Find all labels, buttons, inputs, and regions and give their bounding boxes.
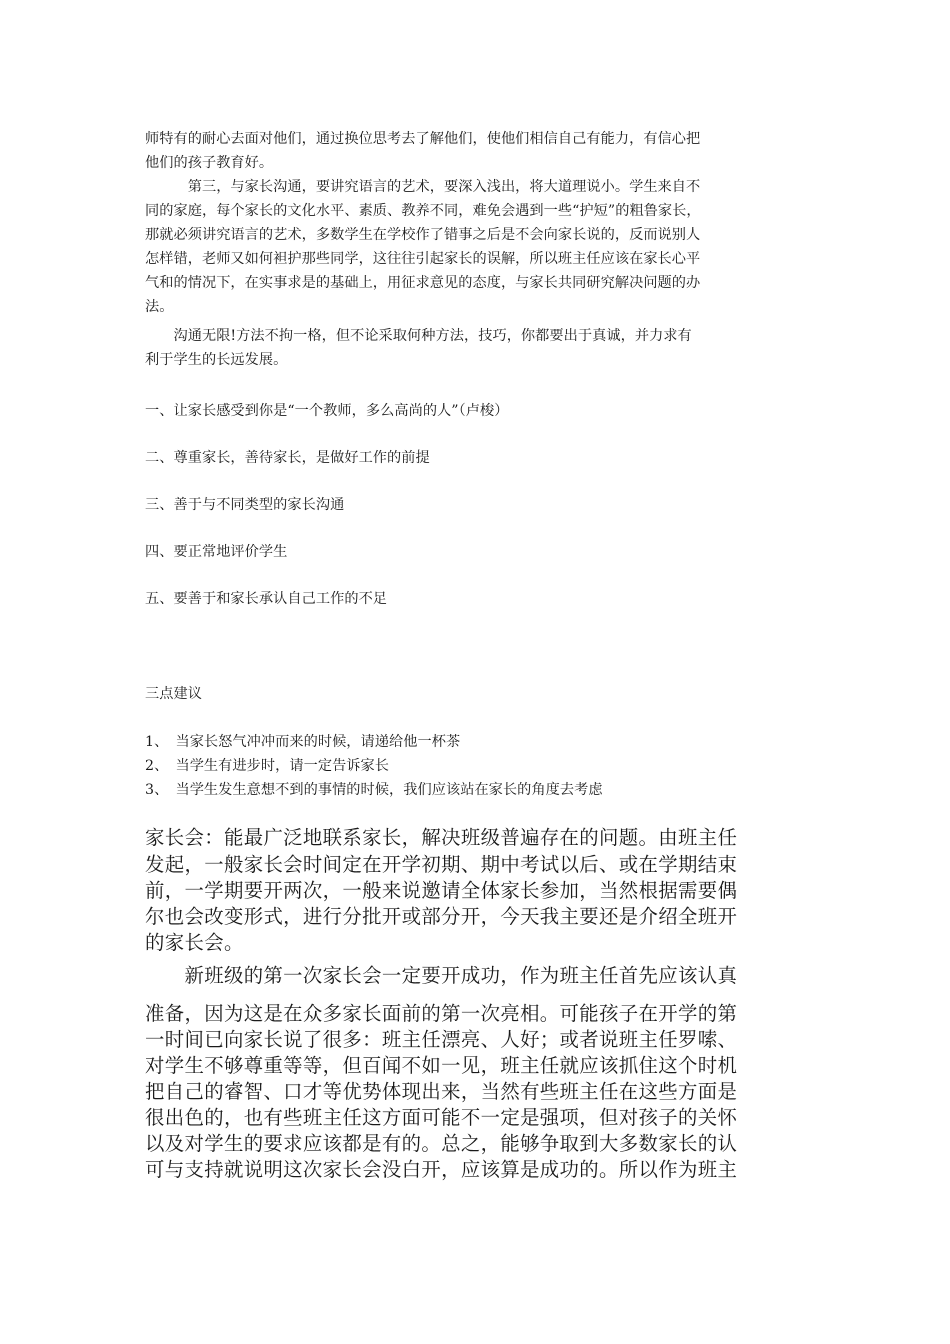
meeting-line: 前，一学期要开两次，一般来说邀请全体家长参加，当然根据需要偶 <box>145 879 738 902</box>
intro-line: 气和的情况下，在实事求是的基础上，用征求意见的态度，与家长共同研究解决问题的办 <box>145 275 701 291</box>
intro-line: 法。 <box>145 299 174 315</box>
first-meeting-line: 一时间已向家长说了很多：班主任漂亮、人好；或者说班主任罗嗦、 <box>145 1028 738 1051</box>
intro-line: 怎样错，老师又如何袒护那些同学，这往往引起家长的误解，所以班主任应该在家长心平 <box>145 251 701 267</box>
first-meeting-line: 以及对学生的要求应该都是有的。总之，能够争取到大多数家长的认 <box>145 1132 738 1155</box>
suggestion-item: 2、 当学生有进步时，请一定告诉家长 <box>145 758 390 774</box>
intro-line: 师特有的耐心去面对他们，通过换位思考去了解他们，使他们相信自己有能力，有信心把 <box>145 131 701 147</box>
first-meeting-line: 准备，因为这是在众多家长面前的第一次亮相。可能孩子在开学的第 <box>145 1002 738 1025</box>
intro-line: 利于学生的长远发展。 <box>145 352 288 368</box>
principle-item: 五、要善于和家长承认自己工作的不足 <box>145 591 388 607</box>
intro-line: 那就必须讲究语言的艺术，多数学生在学校作了错事之后是不会向家长说的，反而说别人 <box>145 227 701 243</box>
suggestion-item: 1、 当家长怒气冲冲而来的时候，请递给他一杯茶 <box>145 734 461 750</box>
first-meeting-line: 对学生不够尊重等等，但百闻不如一见，班主任就应该抓住这个时机 <box>145 1054 738 1077</box>
intro-line: 沟通无限!方法不拘一格，但不论采取何种方法，技巧，你都要出于真诚，并力求有 <box>145 328 692 344</box>
suggestions-title: 三点建议 <box>145 686 202 702</box>
intro-line: 他们的孩子教育好。 <box>145 155 274 171</box>
meeting-line: 家长会：能最广泛地联系家长，解决班级普遍存在的问题。由班主任 <box>145 826 738 849</box>
first-meeting-line: 很出色的，也有些班主任这方面可能不一定是强项，但对孩子的关怀 <box>145 1106 738 1129</box>
first-meeting-line: 可与支持就说明这次家长会没白开，应该算是成功的。所以作为班主 <box>145 1158 738 1181</box>
meeting-line: 的家长会。 <box>145 931 244 954</box>
principle-item: 一、让家长感受到你是“一个教师，多么高尚的人”（卢梭） <box>145 403 509 419</box>
principle-item: 三、善于与不同类型的家长沟通 <box>145 497 345 513</box>
intro-line: 同的家庭，每个家长的文化水平、素质、教养不同，难免会遇到一些“护短”的粗鲁家长， <box>145 203 701 219</box>
meeting-line: 发起，一般家长会时间定在开学初期、期中考试以后、或在学期结束 <box>145 853 738 876</box>
principle-item: 四、要正常地评价学生 <box>145 544 288 560</box>
meeting-line: 尔也会改变形式，进行分批开或部分开，今天我主要还是介绍全班开 <box>145 905 738 928</box>
first-meeting-line: 把自己的睿智、口才等优势体现出来，当然有些班主任在这些方面是 <box>145 1080 738 1103</box>
principle-item: 二、尊重家长，善待家长，是做好工作的前提 <box>145 450 430 466</box>
intro-line: 第三，与家长沟通，要讲究语言的艺术，要深入浅出，将大道理说小。学生来自不 <box>145 179 701 195</box>
suggestion-item: 3、 当学生发生意想不到的事情的时候，我们应该站在家长的角度去考虑 <box>145 782 603 798</box>
first-meeting-lead: 新班级的第一次家长会一定要开成功，作为班主任首先应该认真 <box>145 964 738 987</box>
